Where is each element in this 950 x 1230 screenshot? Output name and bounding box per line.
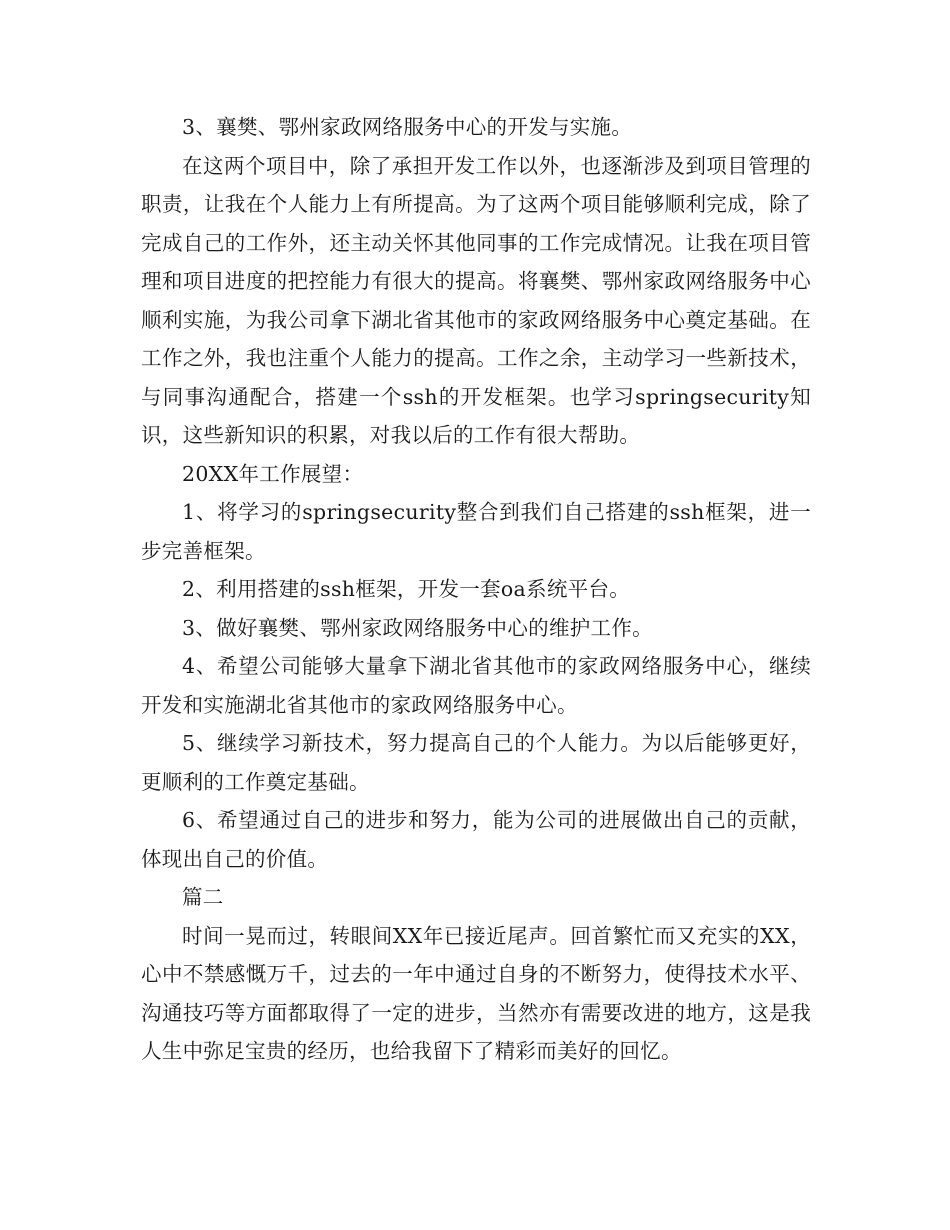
section-heading-part-two: 篇二 xyxy=(182,885,224,909)
paragraph-outlook-6: 6、希望通过自己的进步和努力，能为公司的进展做出自己的贡献，体现出自己的价值。 xyxy=(141,808,811,871)
paragraph-outlook-heading: 20XX年工作展望： xyxy=(182,461,364,486)
paragraph-project-summary: 在这两个项目中，除了承担开发工作以外，也逐渐涉及到项目管理的职责，让我在个人能力上有所提高。为了这两个项目能够顺利完成，除了完成自己的工作外，还主动关怀其他同事的工作完成情况。让我在项目管理和项目进度的把控能力有很大的提高。将襄樊、鄂州家政网络服务中心顺利实施，为我公司拿下湖北省其他市的家政网络服务中心奠定基础。在工作之外，我也注重个人能力的提高。工作之余，主动学习一些新技术，与同事沟通配合，搭建一个ssh的开发框架。也学习springsecurity知识，这些新知识的积累，对我以后的工作有很大帮助。 xyxy=(141,153,811,447)
paragraph-part-two-intro: 时间一晃而过，转眼间XX年已接近尾声。回首繁忙而又充实的XX，心中不禁感慨万千，过去的一年中通过自身的不断努力，使得技术水平、沟通技巧等方面都取得了一定的进步，当然亦有需要改进的地方，这是我人生中弥足宝贵的经历，也给我留下了精彩而美好的回忆。 xyxy=(141,923,811,1063)
paragraph-outlook-5: 5、继续学习新技术，努力提高自己的个人能力。为以后能够更好，更顺利的工作奠定基础。 xyxy=(141,731,811,794)
paragraph-item-3-heading: 3、襄樊、鄂州家政网络服务中心的开发与实施。 xyxy=(182,115,633,139)
paragraph-outlook-3: 3、做好襄樊、鄂州家政网络服务中心的维护工作。 xyxy=(182,615,653,640)
paragraph-outlook-1: 1、将学习的springsecurity整合到我们自己搭建的ssh框架，进一步完善框架。 xyxy=(141,500,811,563)
document-body xyxy=(141,108,811,1071)
paragraph-outlook-2: 2、利用搭建的ssh框架，开发一套oa系统平台。 xyxy=(182,577,631,601)
paragraph-outlook-4: 4、希望公司能够大量拿下湖北省其他市的家政网络服务中心，继续开发和实施湖北省其他市的家政网络服务中心。 xyxy=(141,654,811,717)
